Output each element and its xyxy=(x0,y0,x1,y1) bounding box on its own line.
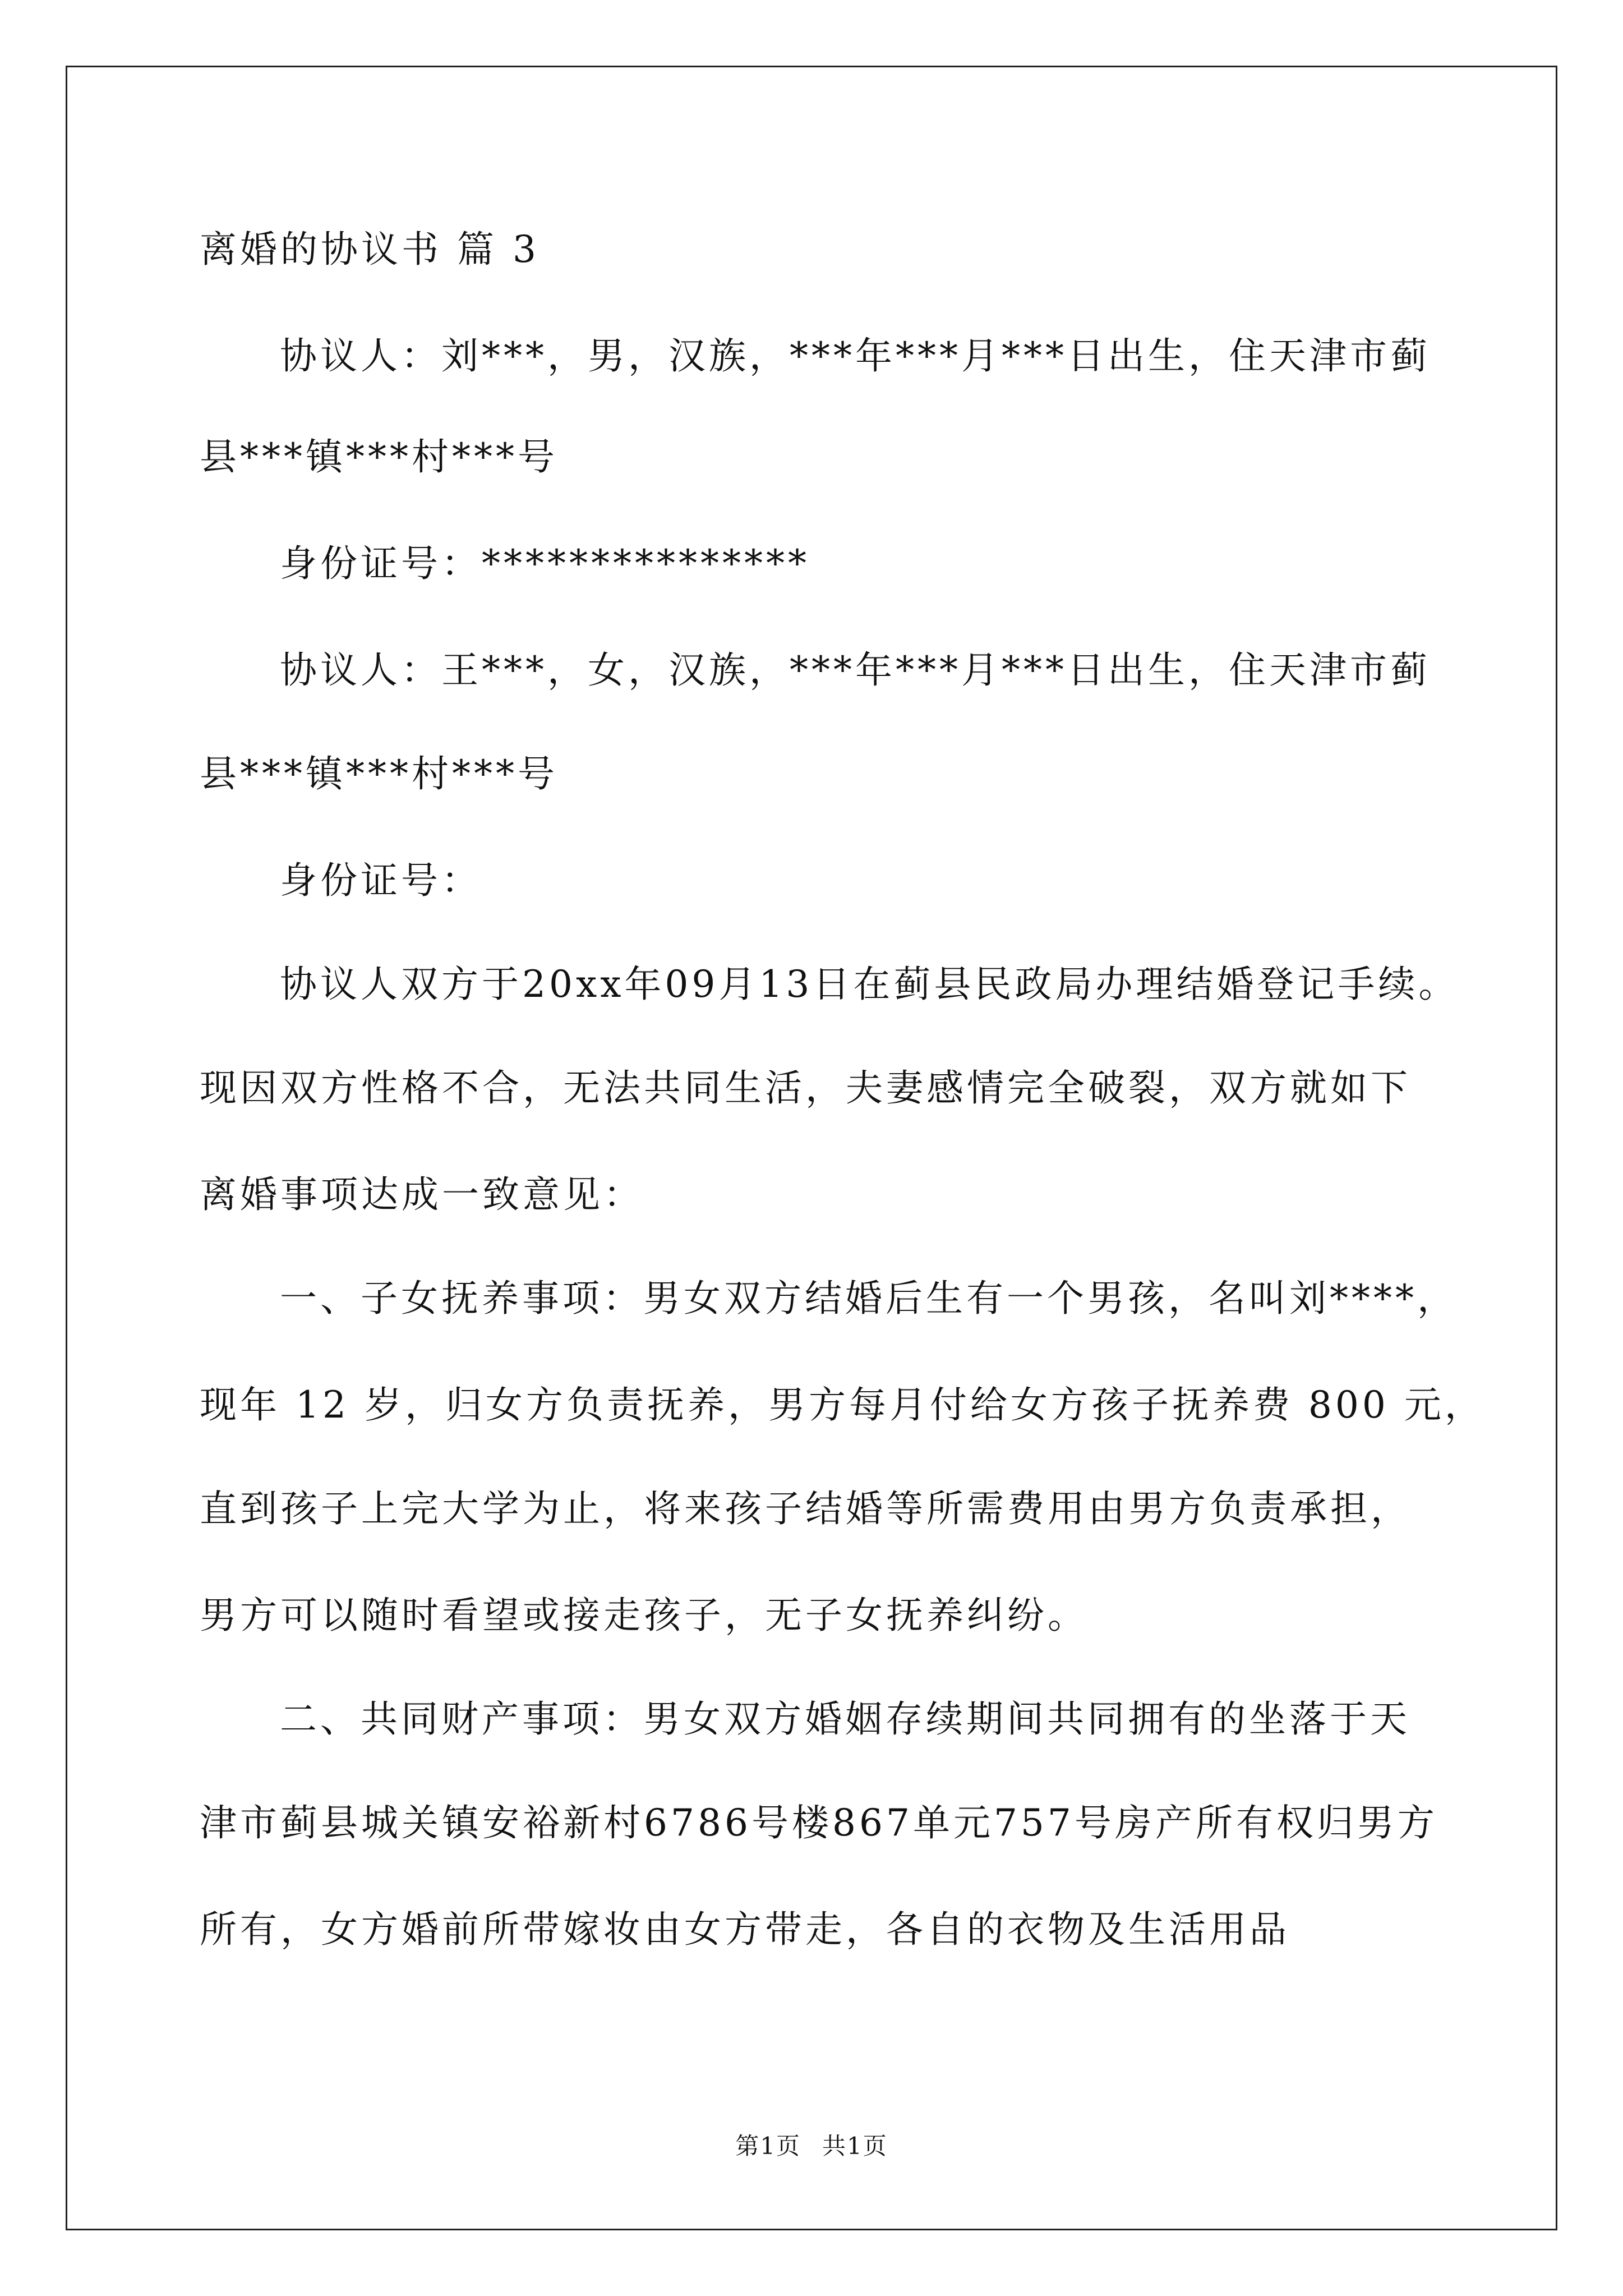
paragraph-line: 协议人双方于20xx年09月13日在蓟县民政局办理结婚登记手续。 xyxy=(280,963,1459,1006)
paragraph-line: 现因双方性格不合，无法共同生活，夫妻感情完全破裂，双方就如下 xyxy=(200,1066,1411,1110)
paragraph-line: 津市蓟县城关镇安裕新村6786号楼867单元757号房产所有权归男方 xyxy=(200,1801,1438,1844)
paragraph-line: 一、子女抚养事项：男女双方结婚后生有一个男孩，名叫刘****， xyxy=(280,1277,1458,1320)
party-2-info: 协议人：王***，女，汉族，***年***月***日出生，住天津市蓟 xyxy=(280,648,1431,692)
party-1-id: 身份证号：*************** xyxy=(280,542,810,585)
party-1-info: 协议人：刘***，男，汉族，***年***月***日出生，住天津市蓟 xyxy=(280,334,1431,378)
paragraph-line: 男方可以随时看望或接走孩子，无子女抚养纠纷。 xyxy=(200,1594,1088,1637)
paragraph-line: 二、共同财产事项：男女双方婚姻存续期间共同拥有的坐落于天 xyxy=(280,1697,1410,1741)
page-number: 第1页 xyxy=(735,2132,801,2160)
paragraph-line: 现年 12 岁，归女方负责抚养，男方每月付给女方孩子抚养费 800 元， xyxy=(200,1383,1485,1427)
party-2-id: 身份证号： xyxy=(280,859,482,902)
page-footer xyxy=(0,2129,1623,2163)
paragraph-line: 离婚事项达成一致意见： xyxy=(200,1173,644,1216)
page-total: 共1页 xyxy=(822,2132,888,2160)
party-1-address: 县***镇***村***号 xyxy=(200,435,558,478)
paragraph-line: 直到孩子上完大学为止，将来孩子结婚等所需费用由男方负责承担， xyxy=(200,1487,1411,1530)
party-2-address: 县***镇***村***号 xyxy=(200,752,558,795)
document-title: 离婚的协议书 篇 3 xyxy=(200,228,540,271)
paragraph-line: 所有，女方婚前所带嫁妆由女方带走，各自的衣物及生活用品 xyxy=(200,1908,1290,1951)
